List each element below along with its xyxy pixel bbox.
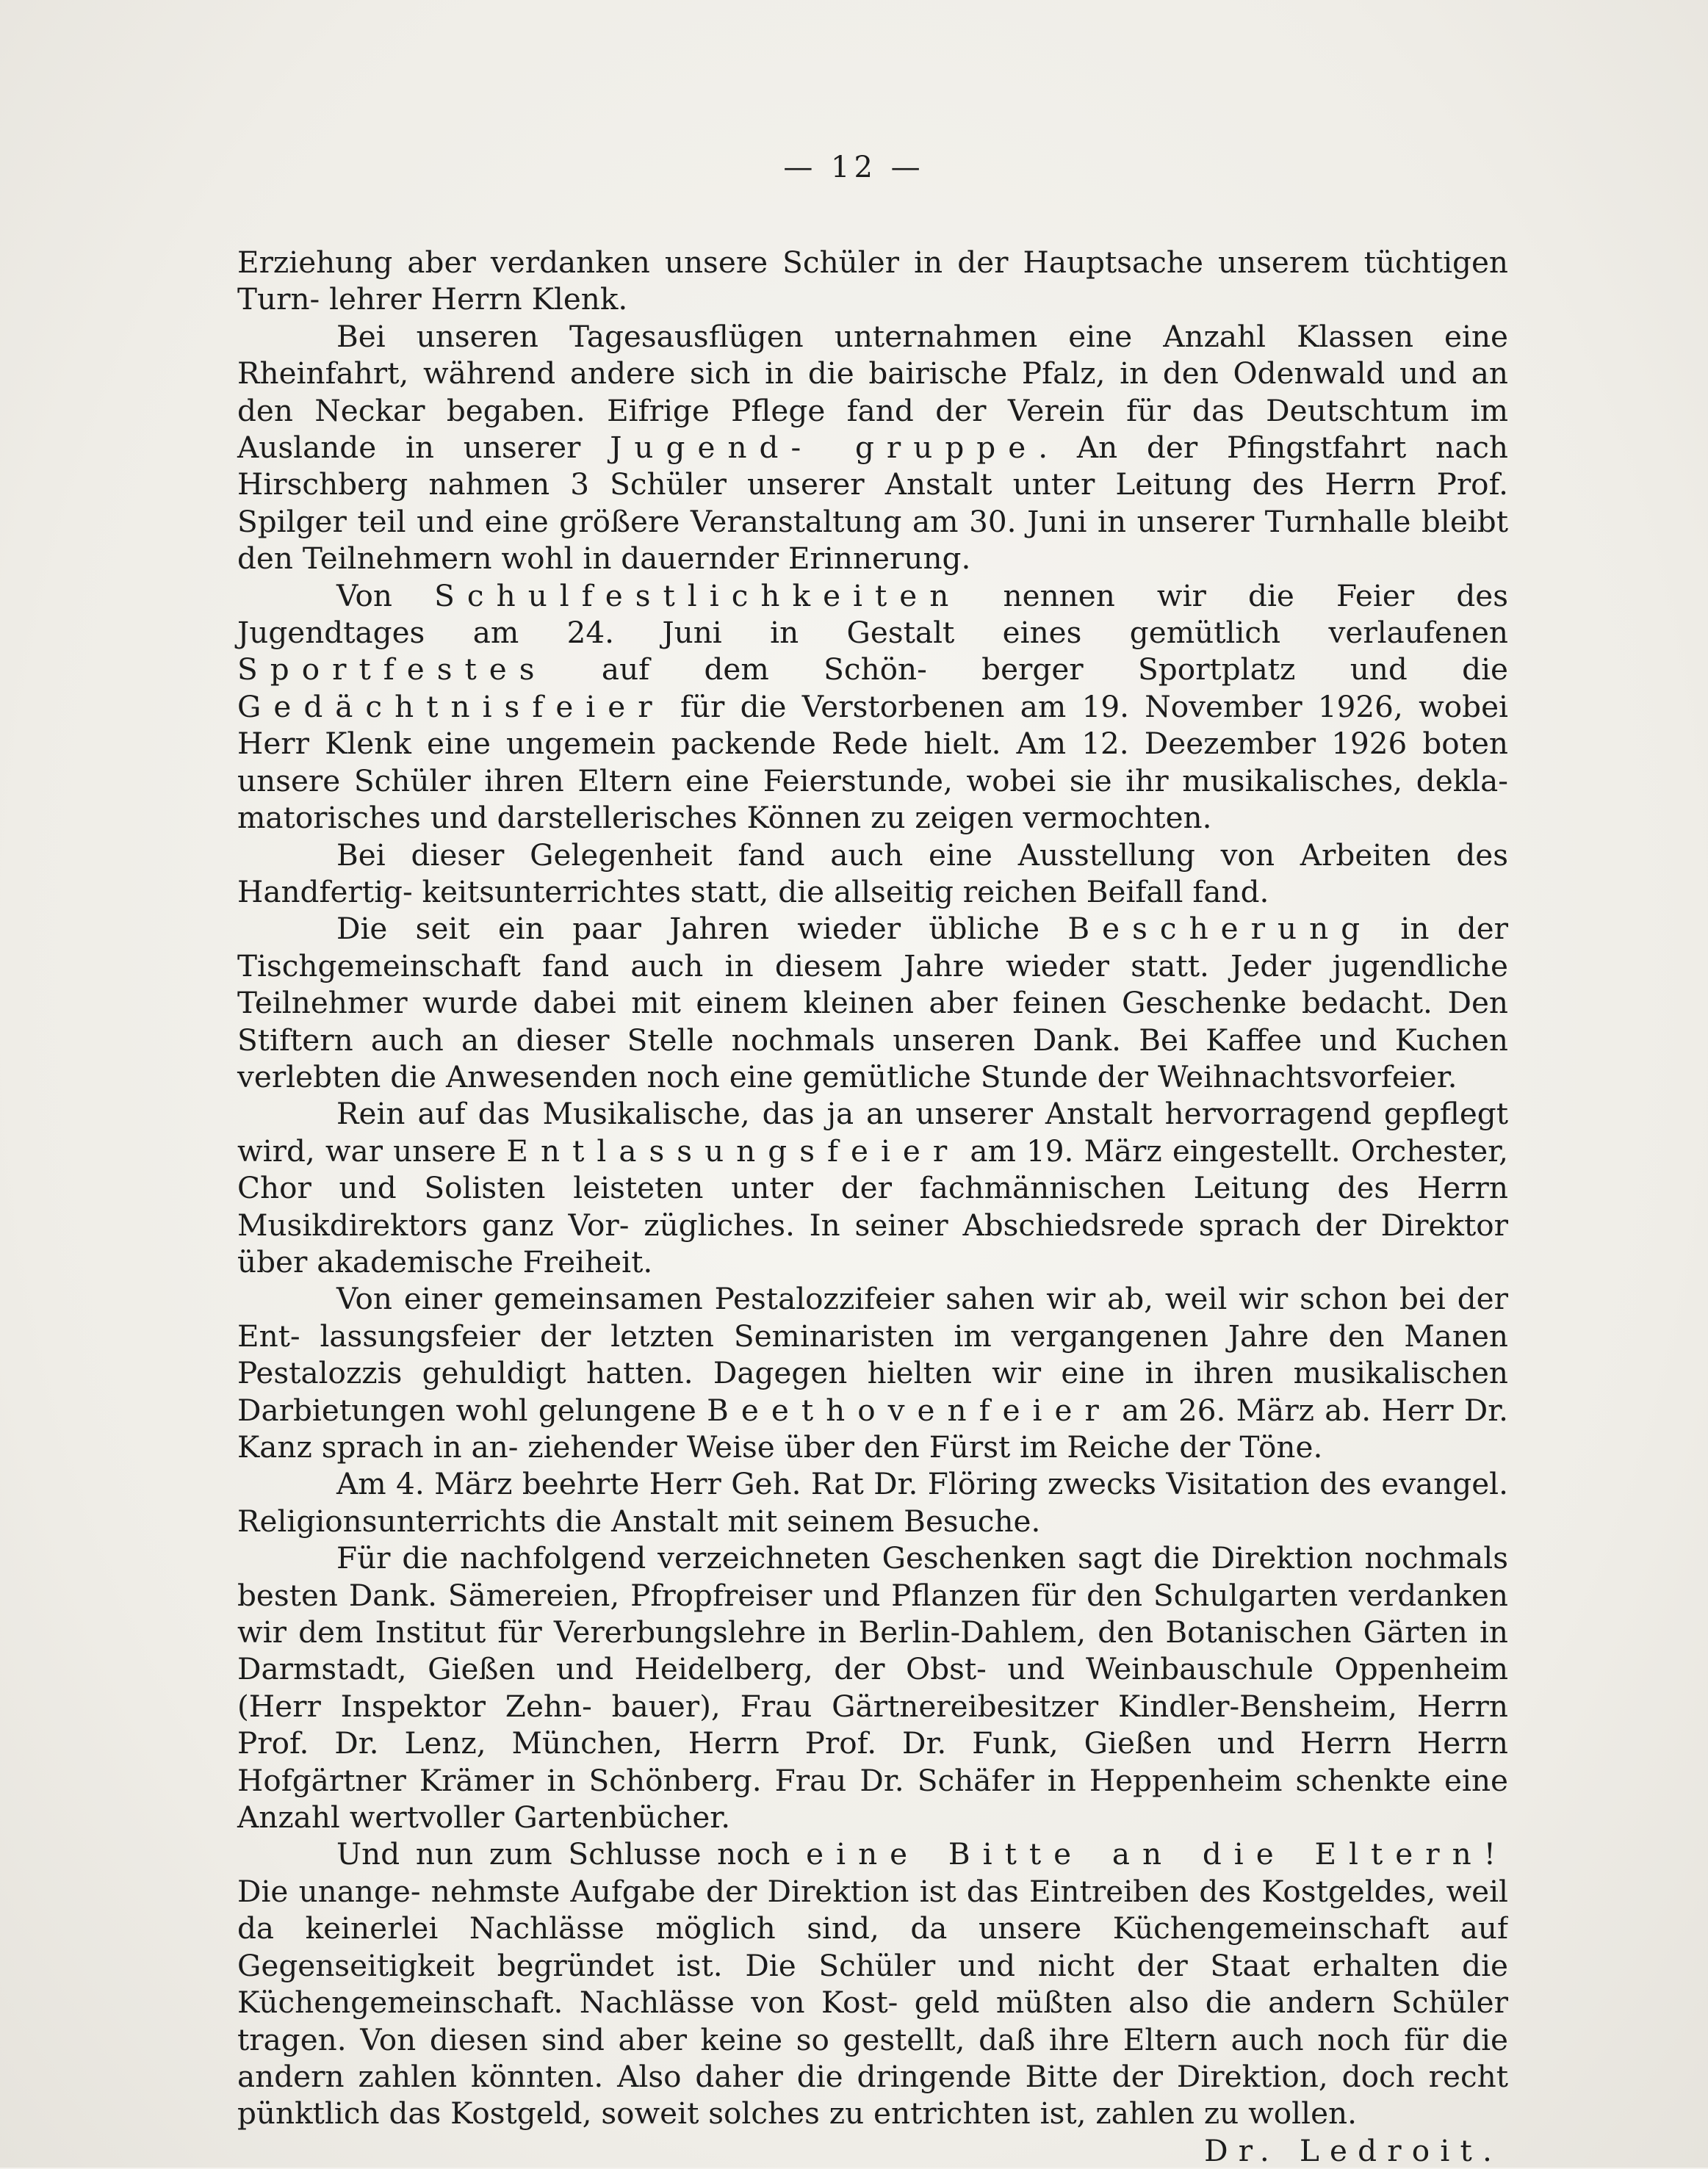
paragraph-text: in der Tischgemeinschaft fand auch in diesem Jahre wieder statt. Jeder jugendliche Teilnehmer wurde dabei mit einem kleinen aber feinen Geschenke bedacht. Den Stiftern auch an dieser Stelle nochmals unseren Dank. Bei Kaffee und Kuchen verlebten die Anwesenden noch eine gemütliche Stunde der Weihnachtsvorfeier. [237, 911, 1509, 1094]
emphasized-text: Jugend- gruppe [610, 430, 1039, 466]
paragraph-text: Rein auf das Musikalische, das ja an unserer Anstalt hervorragend gepflegt wird, war unsere [237, 1096, 1508, 1169]
signature: Dr. Ledroit. [1204, 2132, 1502, 2168]
page-number: — 12 — [783, 151, 925, 184]
paragraph [237, 244, 1508, 318]
paragraph [237, 1540, 1508, 1836]
paragraph-text: Die seit ein paar Jahren wieder übliche [336, 911, 1068, 947]
paragraph-text: . An der Pfingstfahrt nach Hirschberg nahmen 3 Schüler unserer Anstalt unter Leitung des Herrn Prof. Spilger teil und eine größere Veranstaltung am 30. Juni in unserer Turnhalle bleibt den Teilnehmern wohl in dauernder Erinnerung. [237, 430, 1508, 577]
paragraph-text: Die unange- nehmste Aufgabe der Direktion ist das Eintreiben des Kostgeldes, weil da keinerlei Nachlässe möglich sind, da unsere Küchengemeinschaft auf Gegenseitigkeit begründet ist. Die Schüler und nicht der Staat erhalten die Küchengemeinschaft. Nachlässe von Kost- geld müßten also die andern Schüler tragen. Von diesen sind aber keine so gestellt, daß ihre Eltern auch noch für die andern zahlen könnten. Also daher die dringende Bitte der Direktion, doch recht pünktlich das Kostgeld, soweit solches zu entrichten ist, zahlen zu wollen. [237, 1873, 1508, 2132]
paragraph-text: Am 4. März beehrte Herr Geh. Rat Dr. Flöring zwecks Visitation des evangel. Religionsunterrichts die Anstalt mit seinem Besuche. [237, 1466, 1508, 1539]
paragraph-text: Und nun zum Schlusse noch [336, 1836, 807, 1872]
paragraph [237, 1465, 1508, 1540]
paragraph [237, 1280, 1508, 1465]
paragraph-text: Erziehung aber verdanken unsere Schüler in der Hauptsache unserem tüchtigen Turn- lehrer Herrn Klenk. [237, 245, 1508, 317]
paragraph [237, 577, 1508, 837]
paragraph-text: auf dem Schön- berger Sportplatz und die [547, 652, 1508, 687]
paragraph-text: am 26. März ab. Herr Dr. Kanz sprach in an- ziehender Weise über den Fürst im Reiche der Töne. [237, 1392, 1508, 1465]
paragraph [237, 910, 1508, 1095]
paragraph-text: nennen wir die Feier des Jugendtages am 24. Juni in Gestalt eines gemütlich verlaufenen [237, 577, 1509, 651]
emphasized-text: Beethovenfeier [707, 1392, 1111, 1428]
paragraph-text: Für die nachfolgend verzeichneten Geschenken sagt die Direktion nochmals besten Dank. Sämereien, Pfropfreiser und Pflanzen für den Schulgarten verdanken wir dem Institut für Vererbungslehre in Berlin-Dahlem, den Botanischen Gärten in Darmstadt, Gießen und Heidelberg, der Obst- und Weinbauschule Oppenheim (Herr Inspektor Zehn- bauer), Frau Gärtnereibesitzer Kindler-Bensheim, Herrn Prof. Dr. Lenz, München, Herrn Prof. Dr. Funk, Gießen und Herrn Herrn Hofgärtner Krämer in Schönberg. Frau Dr. Schäfer in Heppenheim schenkte eine Anzahl wertvoller Gartenbücher. [237, 1540, 1508, 1836]
emphasized-text: Schulfestlichkeiten [434, 577, 962, 613]
paragraph-text: Bei unseren Tagesausflügen unternahmen eine Anzahl Klassen eine Rheinfahrt, während andere sich in die bairische Pfalz, in den Odenwald und an den Neckar begaben. Eifrige Pflege fand der Verein für das Deutschtum im Auslande in unserer [237, 318, 1508, 466]
emphasized-text: eine Bitte an die Eltern! [806, 1836, 1508, 1872]
paragraph-text: Von [336, 577, 435, 613]
emphasized-text: Sportfestes [237, 652, 547, 687]
paragraph [237, 318, 1508, 577]
paragraph-text: Bei dieser Gelegenheit fand auch eine Ausstellung von Arbeiten des Handfertig- keitsunterrichtes statt, die allseitig reichen Beifall fand. [237, 837, 1508, 909]
emphasized-text: Bescherung [1067, 911, 1373, 947]
paragraph [237, 1095, 1508, 1280]
body-text [237, 244, 1508, 2169]
paragraph-text: Von einer gemeinsamen Pestalozzifeier sahen wir ab, weil wir schon bei der Ent- lassungsfeier der letzten Seminaristen im vergangenen Jahre den Manen Pestalozzis gehuldigt hatten. Dagegen hielten wir eine in ihren musikalischen Darbietungen wohl gelungene [237, 1281, 1508, 1428]
paragraph-text: am 19. März eingestellt. Orchester, Chor und Solisten leisteten unter der fachmännischen Leitung des Herrn Musikdirektors ganz Vor- zügliches. In seiner Abschiedsrede sprach der Direktor über akademische Freiheit. [237, 1133, 1508, 1280]
emphasized-text: Entlassungsfeier [506, 1133, 960, 1169]
emphasized-text: Gedächtnisfeier [237, 688, 665, 724]
paragraph-text: für die Verstorbenen am 19. November 1926, wobei Herr Klenk eine ungemein packende Rede hielt. Am 12. Deezember 1926 boten unsere Schüler ihren Eltern eine Feierstunde, wobei sie ihr musikalisches, dekla- matorisches und darstellerisches Können zu zeigen vermochten. [237, 688, 1508, 836]
paragraph [237, 1836, 1508, 2169]
paragraph [237, 837, 1508, 911]
